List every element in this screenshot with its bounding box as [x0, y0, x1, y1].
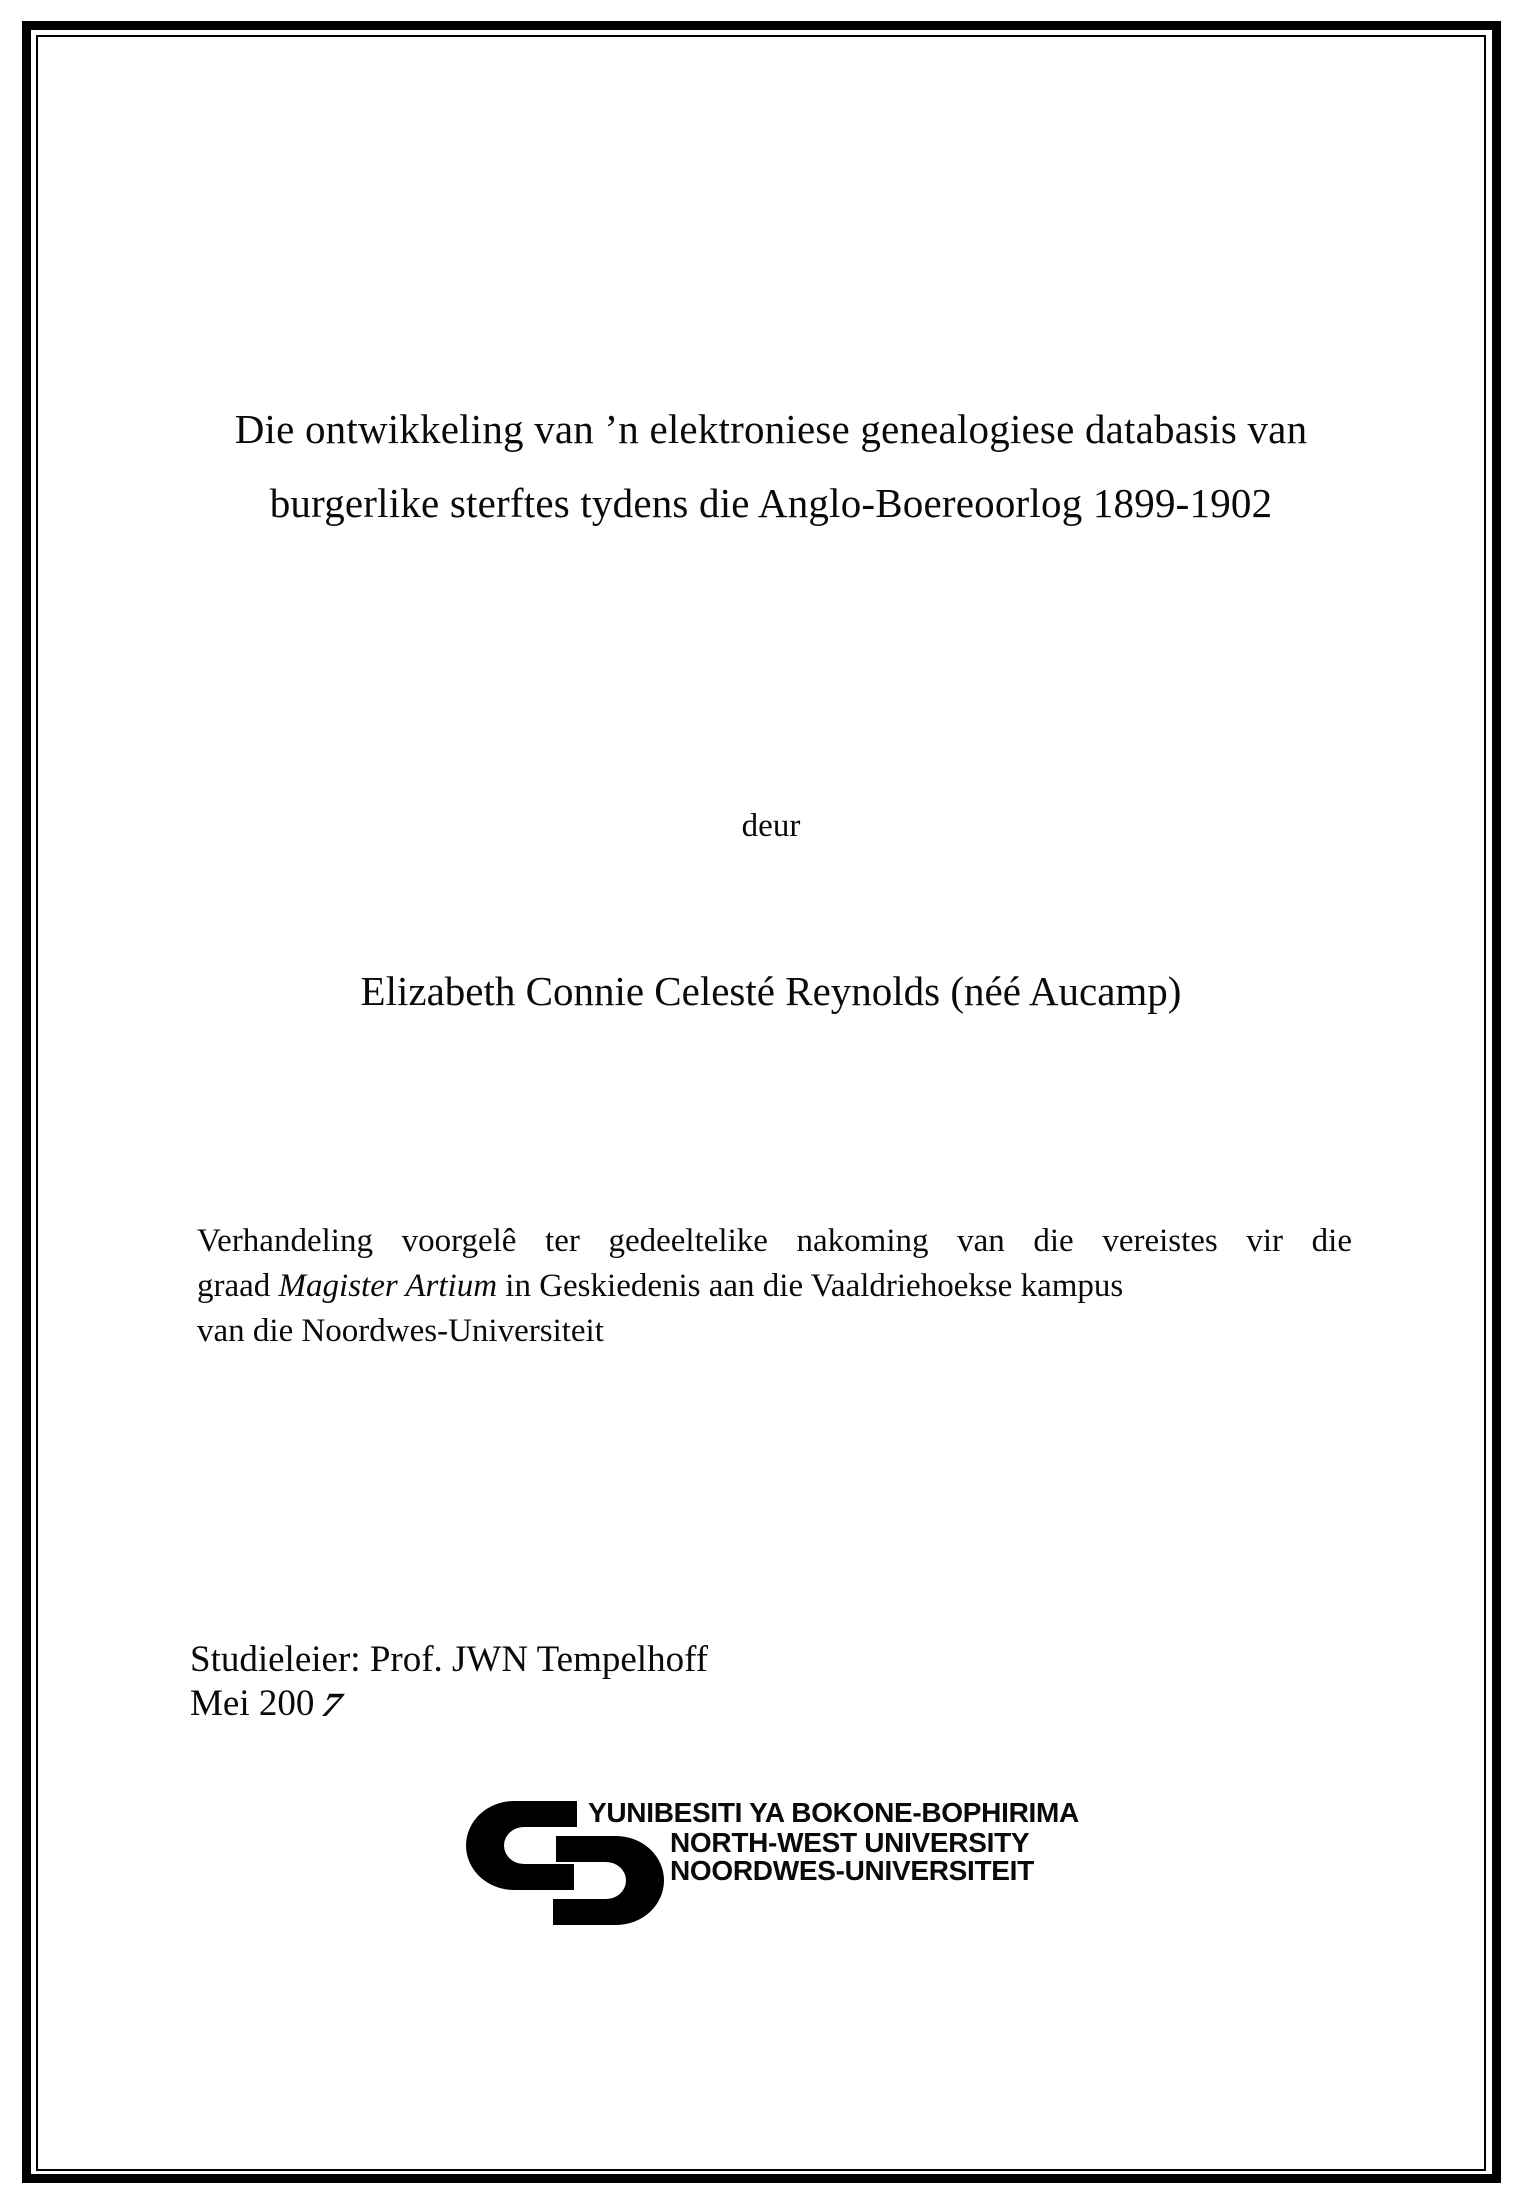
supervisor-line: Studieleier: Prof. JWN Tempelhoff: [190, 1639, 709, 1680]
submission-line2: [197, 1264, 1352, 1309]
logo-text-english: NORTH-WEST UNIVERSITY: [670, 1827, 1030, 1858]
supervisor-block: [190, 1638, 1090, 1726]
submission-line2-pre: graad: [197, 1268, 279, 1304]
logo-text-setswana: YUNIBESITI YA BOKONE-BOPHIRIMA: [588, 1797, 1079, 1828]
logo-text-afrikaans: NOORDWES-UNIVERSITEIT: [670, 1855, 1034, 1886]
thesis-title: [191, 392, 1351, 540]
date-text: Mei 200: [190, 1683, 315, 1724]
thesis-title-line2: burgerlike sterftes tydens die Anglo-Boereoorlog 1899-1902: [269, 480, 1273, 526]
university-logo: [462, 1798, 1102, 1938]
author-name: Elizabeth Connie Celesté Reynolds (néé Aucamp): [360, 968, 1182, 1014]
date-last-digit: 7: [315, 1686, 349, 1725]
submission-line2-post: in Geskiedenis aan die Vaaldriehoekse kampus: [497, 1268, 1124, 1304]
submission-line1: Verhandeling voorgelê ter gedeeltelike nakoming van die vereistes vir die: [197, 1223, 1352, 1259]
byline: deur: [741, 808, 801, 844]
submission-statement: [197, 1219, 1352, 1354]
date-line: [190, 1682, 1090, 1726]
thesis-title-line1: Die ontwikkeling van ’n elektroniese genealogiese databasis van: [234, 406, 1308, 452]
submission-line3: van die Noordwes-Universiteit: [197, 1313, 604, 1349]
degree-name: Magister Artium: [278, 1268, 498, 1304]
